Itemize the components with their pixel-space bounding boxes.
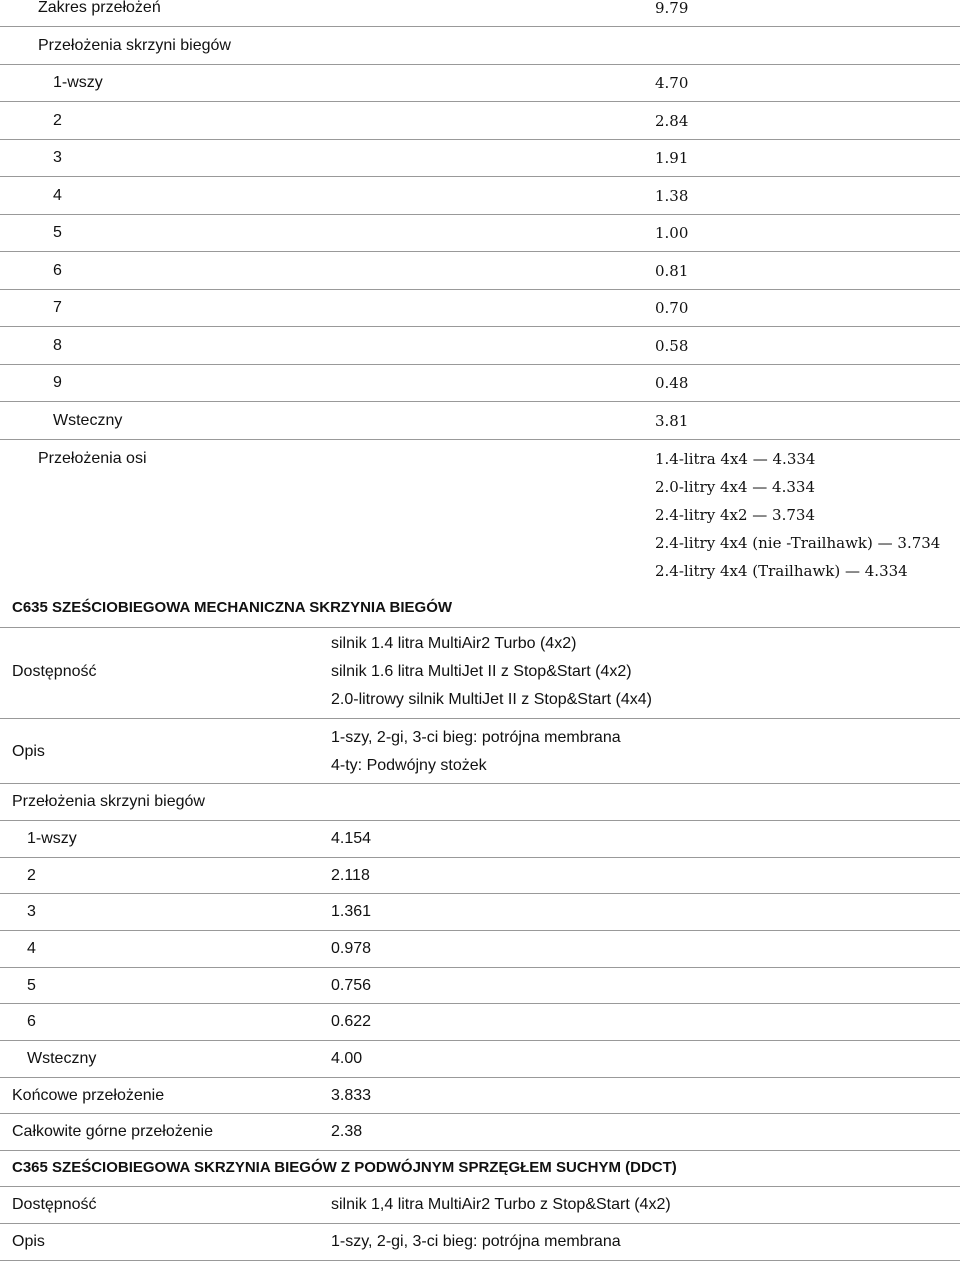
row-divider	[0, 26, 960, 27]
row-divider	[0, 176, 960, 177]
gear-label: 2	[27, 867, 36, 884]
gear-label: 4	[27, 940, 36, 957]
gear-label: 6	[27, 1013, 36, 1030]
row-divider	[0, 1113, 960, 1114]
gear-label: 5	[27, 977, 36, 994]
gear-label: 1-wszy	[53, 74, 103, 91]
gear-label: 5	[53, 224, 62, 241]
row-divider	[0, 101, 960, 102]
row-divider	[0, 251, 960, 252]
gear-label: 6	[53, 262, 62, 279]
description-label: Opis	[12, 743, 45, 760]
availability-item: 2.0-litrowy silnik MultiJet II z Stop&Start (4x4)	[331, 691, 652, 708]
row-divider	[0, 820, 960, 821]
axle-value: 1.4-litra 4x4 — 4.334	[655, 450, 816, 468]
row-divider	[0, 893, 960, 894]
section-title: C635 SZEŚCIOBIEGOWA MECHANICZNA SKRZYNIA BIEGÓW	[12, 599, 453, 616]
row-divider	[0, 627, 960, 628]
row-divider	[0, 718, 960, 719]
gear-ratios-header: Przełożenia skrzyni biegów	[38, 37, 231, 54]
section-title: C365 SZEŚCIOBIEGOWA SKRZYNIA BIEGÓW Z PODWÓJNYM SPRZĘGŁEM SUCHYM (DDCT)	[12, 1159, 677, 1176]
gear-value: 0.978	[331, 940, 372, 957]
availability-item: silnik 1,4 litra MultiAir2 Turbo z Stop&Start (4x2)	[331, 1196, 671, 1213]
gear-value: 0.756	[331, 977, 372, 994]
axle-value: 2.4-litry 4x4 (Trailhawk) — 4.334	[655, 562, 908, 580]
axle-value: 2.4-litry 4x2 — 3.734	[655, 506, 815, 524]
gear-label: Wsteczny	[27, 1050, 97, 1067]
row-divider	[0, 1223, 960, 1224]
description-item: 1-szy, 2-gi, 3-ci bieg: potrójna membrana	[331, 1233, 621, 1250]
row-divider	[0, 289, 960, 290]
final-drive-value: 3.833	[331, 1087, 372, 1104]
axle-value: 2.4-litry 4x4 (nie -Trailhawk) — 3.734	[655, 534, 941, 552]
gear-value: 1.91	[655, 149, 689, 167]
gear-value: 0.70	[655, 299, 689, 317]
availability-item: silnik 1.4 litra MultiAir2 Turbo (4x2)	[331, 635, 577, 652]
row-divider	[0, 1150, 960, 1151]
final-drive-label: Końcowe przełożenie	[12, 1087, 165, 1104]
gear-value: 1.00	[655, 224, 689, 242]
gear-label: 3	[53, 149, 62, 166]
range-value: 9.79	[655, 0, 689, 17]
row-divider	[0, 214, 960, 215]
overall-top-value: 2.38	[331, 1123, 363, 1140]
gear-label: 1-wszy	[27, 830, 77, 847]
availability-label: Dostępność	[12, 1196, 97, 1213]
availability-item: silnik 1.6 litra MultiJet II z Stop&Start (4x2)	[331, 663, 632, 680]
row-divider	[0, 326, 960, 327]
row-divider	[0, 1040, 960, 1041]
gear-value: 4.154	[331, 830, 372, 847]
gear-label: 3	[27, 903, 36, 920]
row-divider	[0, 439, 960, 440]
availability-label: Dostępność	[12, 663, 97, 680]
gear-value: 2.84	[655, 112, 689, 130]
axle-value: 2.0-litry 4x4 — 4.334	[655, 478, 815, 496]
gear-value: 0.48	[655, 374, 689, 392]
gear-label: 2	[53, 112, 62, 129]
row-divider	[0, 64, 960, 65]
axle-label: Przełożenia osi	[38, 450, 147, 467]
gear-label: Wsteczny	[53, 412, 123, 429]
gear-value: 3.81	[655, 412, 689, 430]
row-divider	[0, 1003, 960, 1004]
gear-value: 2.118	[331, 867, 370, 884]
row-divider	[0, 1260, 960, 1261]
row-divider	[0, 930, 960, 931]
row-divider	[0, 783, 960, 784]
description-label: Opis	[12, 1233, 45, 1250]
gear-label: 8	[53, 337, 62, 354]
gear-value: 0.622	[331, 1013, 372, 1030]
row-divider	[0, 857, 960, 858]
gear-label: 4	[53, 187, 62, 204]
overall-top-label: Całkowite górne przełożenie	[12, 1123, 213, 1140]
row-divider	[0, 364, 960, 365]
description-item: 1-szy, 2-gi, 3-ci bieg: potrójna membrana	[331, 729, 621, 746]
row-divider	[0, 1186, 960, 1187]
gear-value: 4.70	[655, 74, 689, 92]
gear-label: 7	[53, 299, 62, 316]
gear-value: 0.81	[655, 262, 689, 280]
row-divider	[0, 401, 960, 402]
gear-label: 9	[53, 374, 62, 391]
row-divider	[0, 1077, 960, 1078]
description-item: 4-ty: Podwójny stożek	[331, 757, 487, 774]
gear-ratios-header: Przełożenia skrzyni biegów	[12, 793, 205, 810]
row-divider	[0, 139, 960, 140]
gear-value: 4.00	[331, 1050, 363, 1067]
gear-value: 1.38	[655, 187, 689, 205]
row-divider	[0, 967, 960, 968]
gear-value: 1.361	[331, 903, 372, 920]
range-label: Zakres przełożeń	[38, 0, 161, 16]
gear-value: 0.58	[655, 337, 689, 355]
